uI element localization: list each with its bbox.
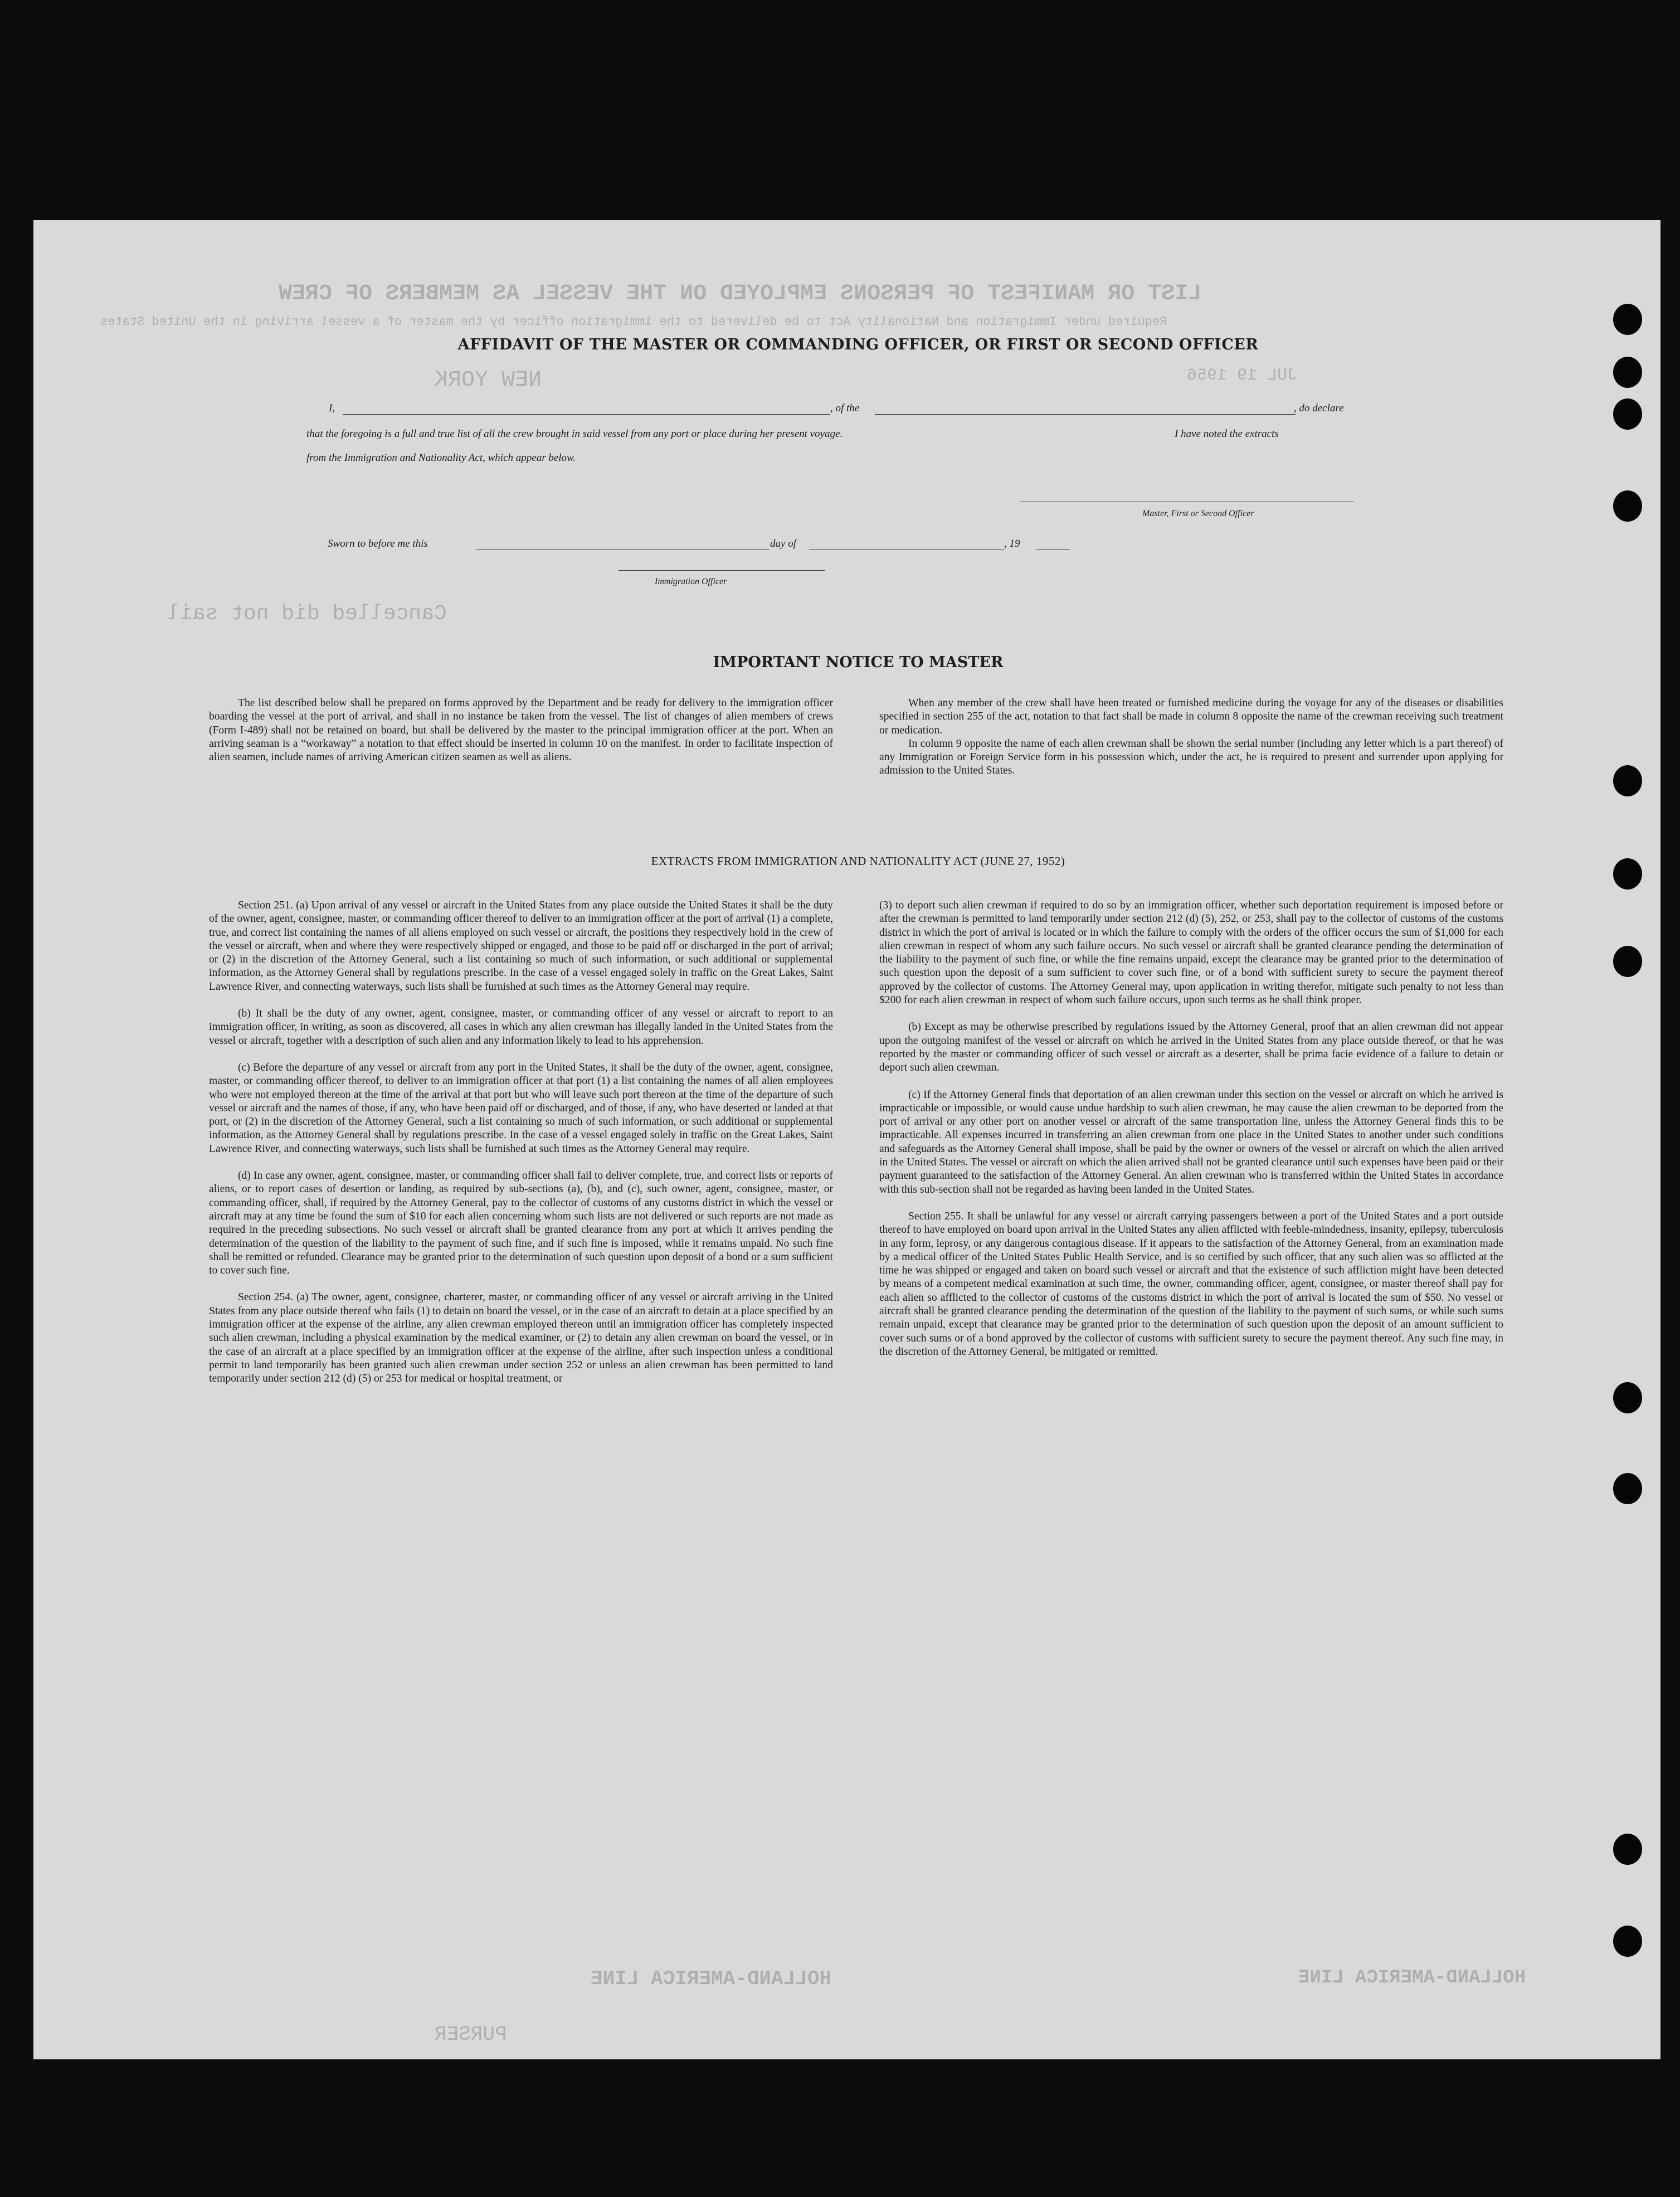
affidavit-declaration-text: that the foregoing is a full and true list of all the crew brought in said vessel from any port or place during her present voyage. [306,428,843,440]
punch-hole [1613,304,1642,335]
section-254-c: (c) If the Attorney General finds that deportation of an alien crewman under this section on the vessel or aircraft on which he arrived is impracticable or impossible, or would cause undue hardship to such alien crewman, he may cause the alien crewman to be deported from the port of arrival or any other port on another vessel or aircraft of the same transportation line, unless the Attorney General finds this to be impracticable. All expenses incurred in transferring an alien crewman from one place in the United States to another under such conditions and safeguards as the Attorney General shall impose, shall be paid by the owner or owners of the vessel or aircraft on which the alien arrived in the United States. The vessel or aircraft on which the alien arrived shall not be granted clearance until such expenses have been paid or their payment guaranteed to the satisfaction of the Attorney General. An alien crewman who is transferred within the United States in accordance with this sub-section shall not be regarded as having been landed in the United States. [879,1088,1503,1195]
section-254-a-continued: (3) to deport such alien crewman if required to do so by an immigration officer, whether such deportation requirement is imposed before or after the crewman is permitted to land temporarily under section 212 (d) (5), 252, or 253, shall pay to the collector of customs of the customs district in which the port of arrival is located or in which the failure to comply with the orders of the officer occurs the sum of $1,000 for each alien crewman in respect of whom any such failure occurs. No such vessel or aircraft shall be granted clearance pending the determination of the liability to the payment of such fine, or while the fine remains unpaid, except the clearance may be granted prior to the determination of such question upon the deposit of a sum sufficient to cover such fine, or of a bond with sufficient surety to secure the payment thereof approved by the collector of customs. The Attorney General may, upon application in writing therefor, mitigate such penalty to not less than $200 for each alien crewman in respect of whom such failure occurs, upon such terms as he shall think proper. [879,900,1503,1007]
day-of-label: day of [770,538,796,550]
affidavit-name-line [343,414,830,415]
punch-hole [1613,765,1642,796]
bleed-stamp-date: JUL 19 1956 [1187,366,1298,385]
sworn-label: Sworn to before me this [328,538,428,550]
affidavit-vessel-line [875,414,1296,415]
notice-title: IMPORTANT NOTICE TO MASTER [713,654,1004,671]
notice-right-column [879,697,1503,778]
section-254-a: Section 254. (a) The owner, agent, consignee, charterer, master, or commanding officer of any vessel or aircraft arriving in the United States from any place outside thereof who fails (1) to detain on board the vessel, or in the case of an aircraft to detain at a place specified by an immigration officer at the expense of the airline, any alien crewman employed thereon until an immigration officer has completely inspected such alien crewman, including a physical examination by the medical examiner, or (2) to detain any alien crewman on board the vessel, or in the case of an aircraft at a place specified by an immigration officer at the expense of the airline, after such inspection unless a conditional permit to land temporarily has been granted such alien crewman under section 252 or unless an alien crewman has been permitted to land temporarily under section 212 (d) (5) or 253 for medical or hospital treatment, or [209,1291,833,1385]
affidavit-title: AFFIDAVIT OF THE MASTER OR COMMANDING OFFICER, OR FIRST OR SECOND OFFICER [457,336,1259,353]
punch-hole [1613,946,1642,977]
punch-hole [1613,858,1642,890]
affidavit-i-label: I, [329,402,335,414]
section-251-c: (c) Before the departure of any vessel or aircraft from any port in the United States, it shall be the duty of the owner, agent, consignee, master, or commanding officer thereof, to deliver to an immigration officer at that port (1) a list containing the names of all alien employees who were not employed thereon at the time of the arrival at that port but who will leave such port thereon at the time of the departure of such vessel or aircraft and the names of those, if any, who have been paid off or discharged, and of those, if any, who have deserted or landed at that port, or (2) in the discretion of the Attorney General, such a list containing so much of such information, or such additional or supplemental information, as the Attorney General shall by regulations prescribe. In the case of a vessel engaged solely in traffic on the Great Lakes, Saint Lawrence River, and connecting waterways, such lists shall be furnished at such times as the Attorney General may require. [209,1061,833,1155]
extracts-right-column [879,899,1503,1372]
section-255: Section 255. It shall be unlawful for any vessel or aircraft carrying passengers between a port of the United States and a port outside thereof to have employed on board upon arrival in the United States any alien afflicted with feeble-mindedness, insanity, epilepsy, tuberculosis in any form, leprosy, or any dangerous contagious disease. If it appears to the satisfaction of the Attorney General, from an examination made by a medical officer of the United States Public Health Service, and is so certified by such officer, that any such alien was so afflicted at the time he was shipped or engaged and taken on board such vessel or aircraft and that the existence of such affliction might have been detected by means of a competent medical examination at such time, the owner, commanding officer, agent, consignee, or master thereof shall pay for each alien so afflicted to the collector of customs of the customs district in which the port of arrival is located the sum of $50. No vessel or aircraft shall be granted clearance pending the determination of the question of the liability to the payment of such sums, or while such sums remain unpaid, except that clearance may be granted prior to the determination of such question upon the deposit of an amount sufficient to cover such sums or of a bond approved by the collector of customs with sufficient surety to secure the payment thereof. Any such fine may, in the discretion of the Attorney General, be mitigated or remitted. [879,1210,1503,1358]
affidavit-of-the-label: , of the [830,402,860,414]
punch-hole [1613,357,1642,388]
section-251-b: (b) It shall be the duty of any owner, agent, consignee, master, or commanding officer of any vessel or aircraft to report to an immigration officer, in writing, as soon as discovered, all cases in which any alien crewman has illegally landed in the United States from the vessel or aircraft, together with a description of such alien and any information likely to lead to his apprehension. [209,1008,833,1047]
bleed-line-company-2: HOLLAND-AMERICA LINE [1298,1967,1526,1989]
extracts-left-column [209,899,833,1399]
bleed-cancelled: Cancelled did not sail [167,602,447,626]
section-254-b: (b) Except as may be otherwise prescribed by regulations issued by the Attorney General, proof that an alien crewman did not appear upon the outgoing manifest of the vessel or aircraft on which he arrived in the United States from any place outside thereof, or that he was reported by the master or commanding officer of such vessel or aircraft as a deserter, shall be prima facie evidence of a failure to detain or deport such alien crewman. [879,1021,1503,1074]
notice-right-paragraph-1: When any member of the crew shall have been treated or furnished medicine during the voyage for any of the diseases or disabilities specified in section 255 of the act, notation to that fact shall be made in column 8 opposite the name of the crewman receiving such treatment or medication. [879,697,1503,736]
bleed-port: NEW YORK [435,368,542,393]
section-251-d: (d) In case any owner, agent, consignee, master, or commanding officer shall fail to deliver complete, true, and correct lists or reports of aliens, or to report cases of desertion or landing, as required by sub-sections (a), (b), and (c), such owner, agent, consignee, master, or commanding officer, shall, if required by the Attorney General, pay to the collector of customs of any customs district in which the vessel or aircraft may at any time be found the sum of $10 for each alien concerning whom such lists are not delivered or such reports are not made as required in the preceding subsections. No such vessel or aircraft shall be granted clearance from any port at which it arrives pending the determination of the question of the liability to the payment of such fine, and if such fine is imposed, while it remains unpaid. No such fine shall be remitted or refunded. Clearance may be granted prior to the determination of such question upon deposit of a bond or a sum sufficient to cover such fine. [209,1170,833,1277]
extracts-title: EXTRACTS FROM IMMIGRATION AND NATIONALITY ACT (JUNE 27, 1952) [651,854,1065,868]
punch-hole [1613,490,1642,522]
officer-signature-line [619,570,825,571]
notice-left-paragraph: The list described below shall be prepared on forms approved by the Department and be ready for delivery to the immigration officer boarding the vessel at the port of arrival, and shall in no instance be taken from the vessel. The list of changes of alien members of crews (Form I-489) shall not be retained on board, but shall be delivered by the master to the principal immigration officer at the port. When an arriving seaman is a “workaway” a notation to that effect should be inserted in column 10 on the manifest. In order to facilitate inspection of alien seamen, include names of arriving American citizen seamen as well as aliens. [209,697,833,764]
punch-hole [1613,1382,1642,1413]
bleed-header-1: LIST OR MANIFEST OF PERSONS EMPLOYED ON THE VESSEL AS MEMBERS OF CREW [279,281,1202,307]
affidavit-do-declare-label: , do declare [1294,402,1344,414]
notice-right-paragraph-2: In column 9 opposite the name of each alien crewman shall be shown the serial number (including any letter which is a part thereof) of any Immigration or Foreign Service form in his possession which, under the act, he is required to present and surrender upon applying for admission to the United States. [879,737,1503,777]
bleed-header-2: Required under Immigration and Nationality Act to be delivered to the immigration officer by the master of a vessel arriving in the United States [100,315,1167,329]
document-page [33,220,1660,2059]
affidavit-extracts-source: from the Immigration and Nationality Act, which appear below. [306,452,576,464]
punch-hole [1613,398,1642,430]
punch-hole [1613,1834,1642,1865]
officer-signature-caption: Immigration Officer [655,577,727,586]
punch-hole [1613,1926,1642,1957]
affidavit-extracts-note: I have noted the extracts [1175,428,1279,440]
section-251-a: Section 251. (a) Upon arrival of any vessel or aircraft in the United States from any place outside the United States it shall be the duty of the owner, agent, consignee, master, or commanding officer thereof to deliver to an immigration officer at the port of arrival (1) a complete, true, and correct list containing the names of all aliens employed on such vessel or aircraft, the positions they respectively hold in the crew of the vessel or aircraft, when and where they were respectively shipped or engaged, and those to be paid off or discharged in the port of arrival; or (2) in the discretion of the Attorney General, such a list containing so much of such information, or such additional or supplemental information, as the Attorney General shall by regulations prescribe. In the case of a vessel engaged solely in traffic on the Great Lakes, Saint Lawrence River, and connecting waterways, such lists shall be furnished at such times as the Attorney General may require. [209,900,833,993]
bleed-purser: PURSER [435,2023,507,2046]
punch-hole [1613,1473,1642,1504]
master-signature-caption: Master, First or Second Officer [1142,509,1254,518]
bleed-line-company-1: HOLLAND-AMERICA LINE [591,1967,832,1990]
year-label: , 19 [1004,538,1020,550]
